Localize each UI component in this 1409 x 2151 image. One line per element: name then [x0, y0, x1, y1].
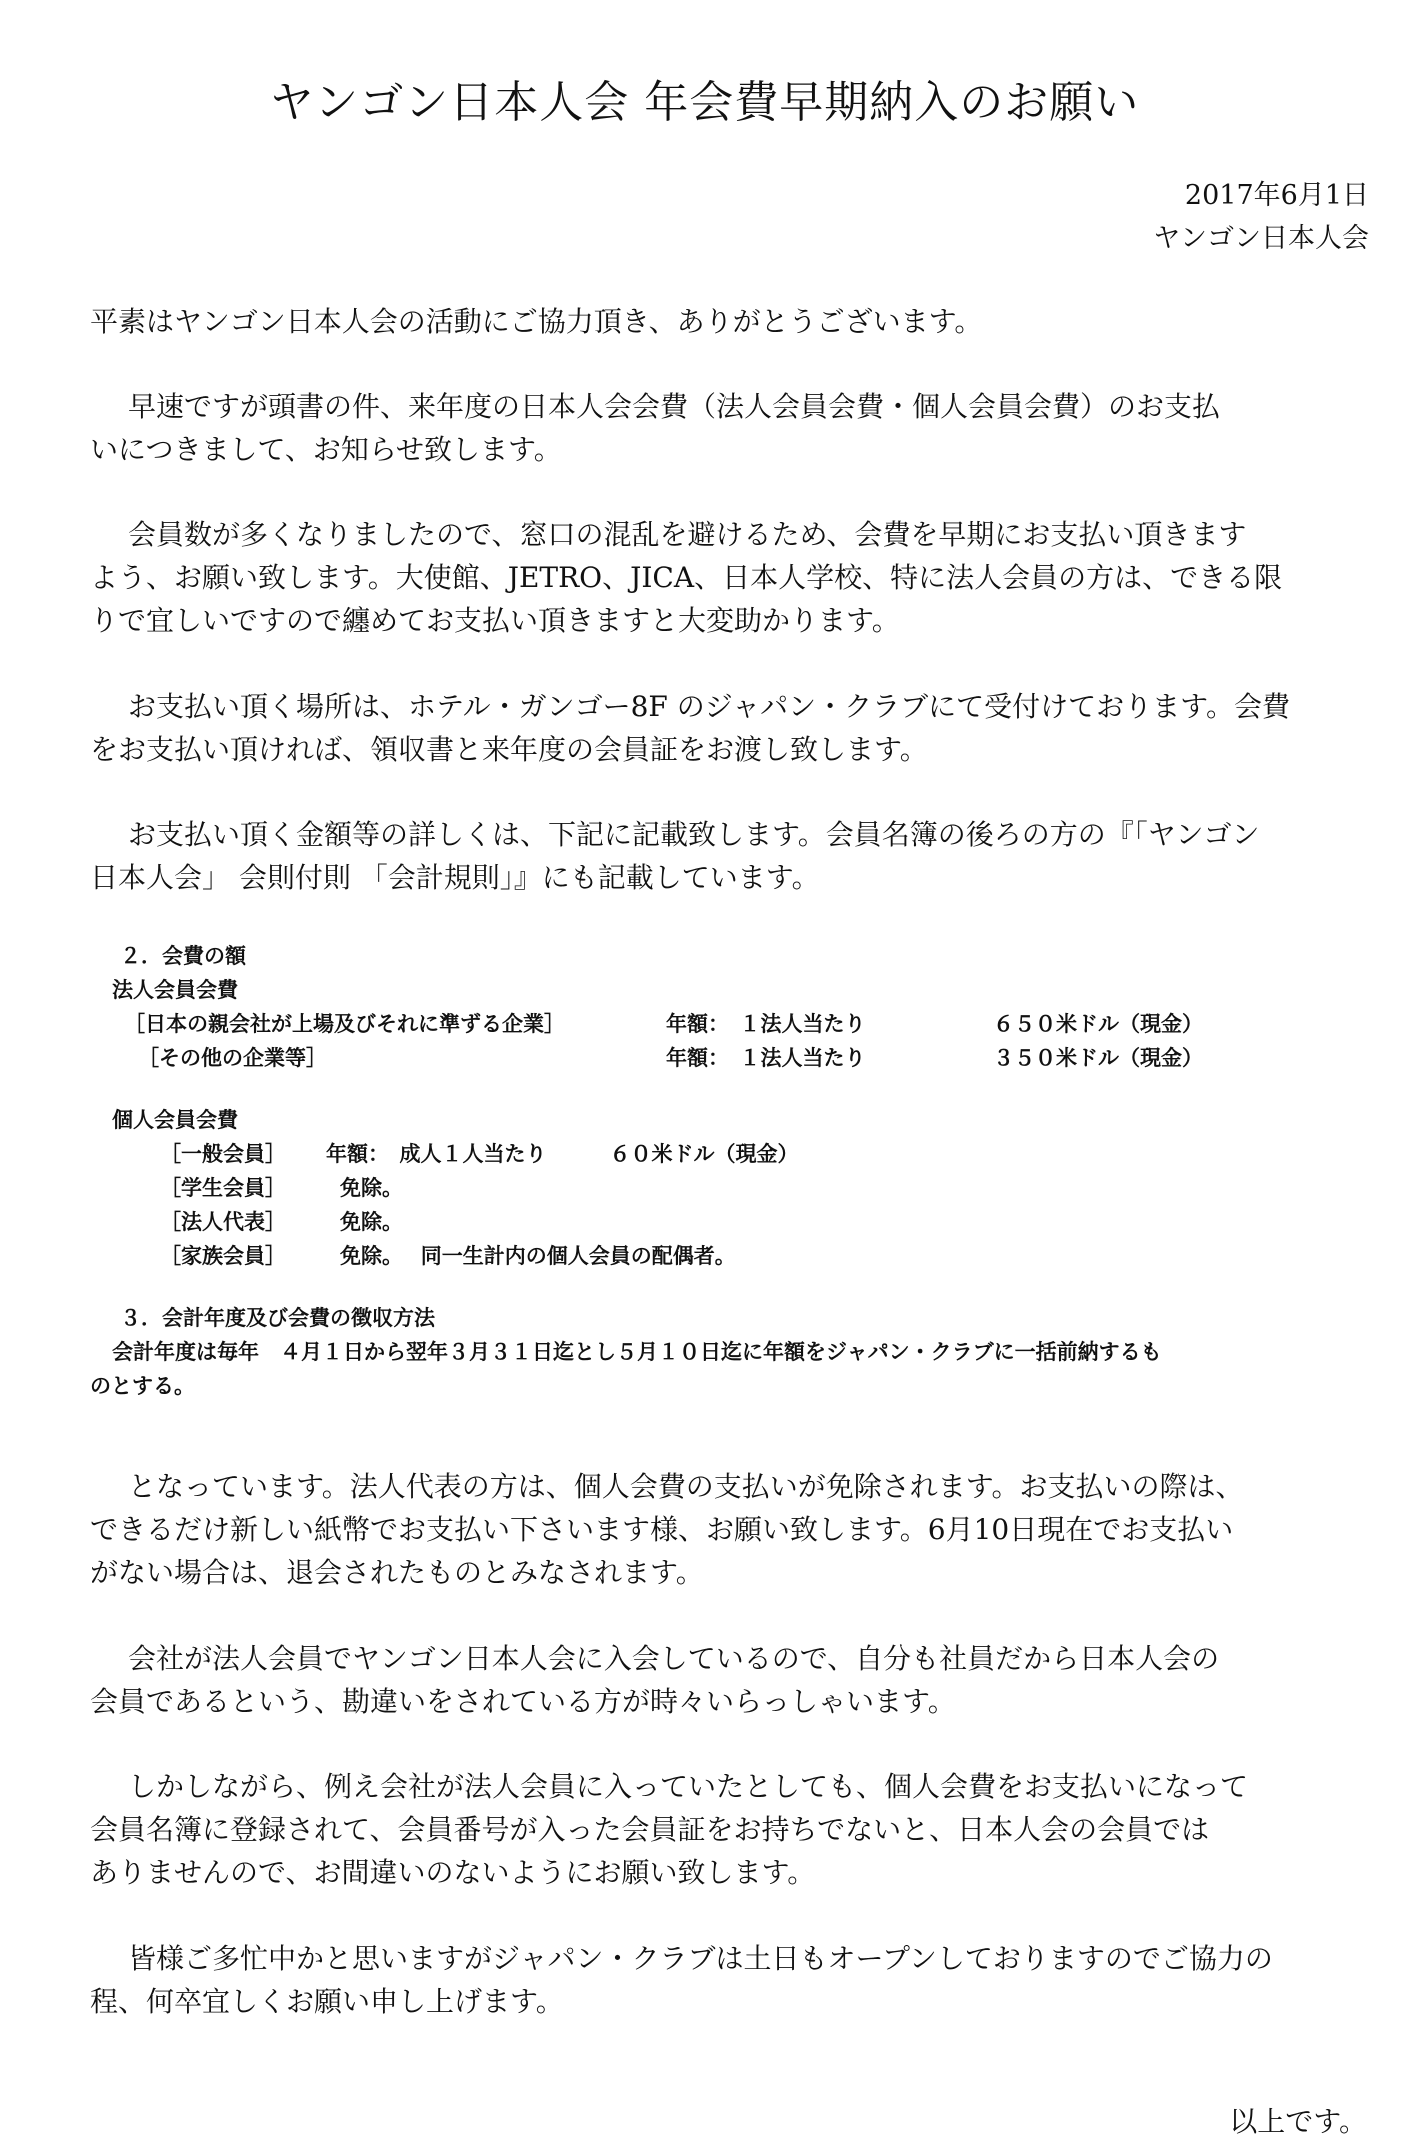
paragraph-subject — [90, 385, 1370, 471]
paragraph-line: いにつきまして、お知らせ致します。 — [90, 433, 562, 466]
corporate-basis: 年額： １法人当たり — [666, 1012, 866, 1036]
individual-fee-text: 免除。 同一生計内の個人会員の配偶者。 — [340, 1244, 736, 1268]
closing-remark: 以上です。 — [1229, 2105, 1367, 2138]
paragraph-line: となっています。法人代表の方は、個人会費の支払いが免除されます。お支払いの際は、 — [128, 1470, 1244, 1503]
corporate-fee-heading: 法人会員会費 — [112, 978, 238, 1002]
paragraph-line: ありませんので、お間違いのないようにお願い致します。 — [90, 1856, 816, 1889]
section-3-heading: ３．会計年度及び会費の徴収方法 — [120, 1306, 435, 1330]
individual-fee-text: 免除。 — [340, 1176, 403, 1200]
individual-fee-heading: 個人会員会費 — [112, 1108, 238, 1132]
paragraph-line: 程、何卒宜しくお願い申し上げます。 — [90, 1985, 564, 2018]
corporate-basis: 年額： １法人当たり — [666, 1046, 866, 1070]
individual-fee-text: 年額： 成人１人当たり ６０米ドル（現金） — [326, 1142, 799, 1166]
document-title: ヤンゴン日本人会 年会費早期納入のお願い — [269, 77, 1140, 128]
paragraph-line: 日本人会」 会則付則 「会計規則」』にも記載しています。 — [90, 861, 820, 894]
paragraph-line: 会員名簿に登録されて、会員番号が入った会員証をお持ちでないと、日本人会の会員では — [90, 1813, 1210, 1846]
paragraph-line: 皆様ご多忙中かと思いますがジャパン・クラブは土日もオープンしておりますのでご協力の — [128, 1942, 1273, 1975]
individual-category: ［学生会員］ — [160, 1176, 286, 1200]
paragraph-line: しかしながら、例え会社が法人会員に入っていたとしても、個人会費をお支払いになって — [128, 1770, 1249, 1803]
individual-fee-text: 免除。 — [340, 1210, 403, 1234]
individual-category: ［一般会員］ — [160, 1142, 286, 1166]
paragraph-line: りで宜しいですので纏めてお支払い頂きますと大変助かります。 — [90, 604, 900, 637]
paragraph-line: をお支払い頂ければ、領収書と来年度の会員証をお渡し致します。 — [90, 733, 928, 766]
individual-category: ［家族会員］ — [160, 1244, 286, 1268]
paragraph-greeting — [90, 300, 1370, 343]
paragraph-misunderstanding — [90, 1637, 1370, 1723]
section-2-heading: ２．会費の額 — [120, 944, 246, 968]
corporate-category: ［日本の親会社が上場及びそれに準ずる企業］ — [124, 1012, 565, 1036]
section-3-text-line: 会計年度は毎年 ４月１日から翌年３月３１日迄とし５月１０日迄に年額をジャパン・クラブに一括前納するも — [112, 1340, 1162, 1364]
paragraph-line: お支払い頂く金額等の詳しくは、下記に記載致します。会員名簿の後ろの方の『「ヤンゴン — [128, 818, 1260, 851]
paragraph-line: 早速ですが頭書の件、来年度の日本人会会費（法人会員会費・個人会員会費）のお支払 — [128, 390, 1221, 423]
corporate-amount: ３５０米ドル（現金） — [993, 1046, 1203, 1070]
paragraph-line: よう、お願い致します。大使館、JETRO、JICA、日本人学校、特に法人会員の方は、できる限 — [90, 561, 1283, 594]
paragraph-line: お支払い頂く場所は、ホテル・ガンゴー8F のジャパン・クラブにて受付けております。会費 — [128, 690, 1290, 723]
paragraph-payment-location — [90, 685, 1370, 771]
document-date: 2017年6月1日 — [1184, 180, 1369, 211]
paragraph-line: 平素はヤンゴン日本人会の活動にご協力頂き、ありがとうございます。 — [90, 305, 983, 338]
paragraph-line: できるだけ新しい紙幣でお支払い下さいます様、お願い致します。6月10日現在でお支払い — [90, 1513, 1234, 1546]
paragraph-line: 会員であるという、勘違いをされている方が時々いらっしゃいます。 — [90, 1685, 956, 1718]
paragraph-membership-note — [90, 1765, 1370, 1894]
paragraph-exemption — [90, 1465, 1370, 1594]
corporate-category: ［その他の企業等］ — [138, 1046, 327, 1070]
corporate-amount: ６５０米ドル（現金） — [993, 1012, 1203, 1036]
paragraph-line: 会員数が多くなりましたので、窓口の混乱を避けるため、会費を早期にお支払い頂きます — [128, 518, 1247, 551]
section-3-text-line: のとする。 — [90, 1374, 195, 1398]
sender-name: ヤンゴン日本人会 — [1153, 223, 1369, 254]
paragraph-line: 会社が法人会員でヤンゴン日本人会に入会しているので、自分も社員だから日本人会の — [128, 1642, 1220, 1675]
paragraph-fee-details — [90, 813, 1370, 899]
paragraph-line: がない場合は、退会されたものとみなされます。 — [90, 1556, 704, 1589]
paragraph-early-payment — [90, 513, 1370, 642]
paragraph-request — [90, 1937, 1370, 2023]
individual-category: ［法人代表］ — [160, 1210, 286, 1234]
